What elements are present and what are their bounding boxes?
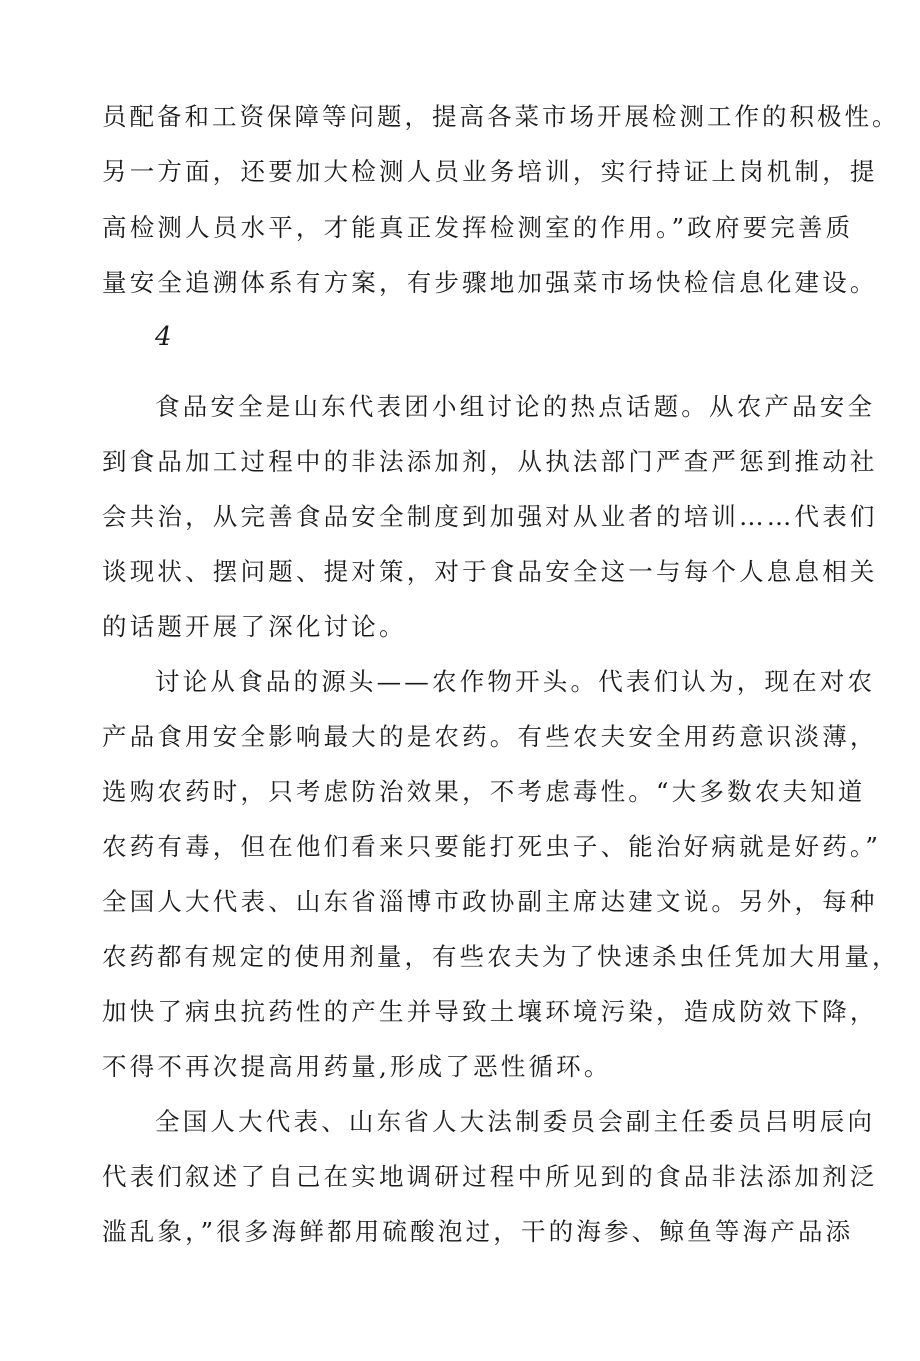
text-line: 食品安全是山东代表团小组讨论的热点话题。从农产品安全: [155, 392, 876, 421]
text-line: 选购农药时，只考虑防治效果，不考虑毒性。“大多数农夫知道: [102, 777, 866, 806]
text-line: 代表们叙述了自己在实地调研过程中所见到的食品非法添加剂泛: [102, 1162, 878, 1191]
text-line: 农药有毒，但在他们看来只要能打死虫子、能治好病就是好药。”: [102, 832, 882, 861]
text-line: 不得不再次提高用药量,形成了恶性循环。: [102, 1052, 612, 1081]
text-line: 到食品加工过程中的非法添加剂，从执法部门严查严惩到推动社: [102, 447, 878, 476]
text-line: 员配备和工资保障等问题，提高各菜市场开展检测工作的积极性。: [102, 102, 900, 131]
text-line: 高检测人员水平，才能真正发挥检测室的作用。”政府要完善质: [102, 213, 854, 242]
text-line: 全国人大代表、山东省人大法制委员会副主任委员吕明辰向: [155, 1107, 876, 1136]
text-line: 讨论从食品的源头——农作物开头。代表们认为，现在对农: [155, 667, 876, 696]
text-line: 滥乱象，”很多海鲜都用硫酸泡过，干的海参、鲸鱼等海产品添: [102, 1217, 854, 1246]
text-line: 加快了病虫抗药性的产生并导致土壤环境污染，造成防效下降，: [102, 997, 878, 1026]
text-line: 全国人大代表、山东省淄博市政协副主席达建文说。另外，每种: [102, 887, 878, 916]
text-line: 农药都有规定的使用剂量，有些农夫为了快速杀虫任凭加大用量，: [102, 942, 900, 971]
section-number: 4: [155, 322, 172, 352]
text-line: 另一方面，还要加大检测人员业务培训，实行持证上岗机制，提: [102, 157, 878, 186]
text-line: 量安全追溯体系有方案，有步骤地加强菜市场快检信息化建设。: [102, 268, 878, 297]
text-line: 会共治，从完善食品安全制度到加强对从业者的培训……代表们: [102, 502, 878, 531]
text-line: 产品食用安全影响最大的是农药。有些农夫安全用药意识淡薄，: [102, 722, 878, 751]
text-line: 谈现状、摆问题、提对策，对于食品安全这一与每个人息息相关: [102, 557, 878, 586]
text-line: 的话题开展了深化讨论。: [102, 612, 407, 641]
